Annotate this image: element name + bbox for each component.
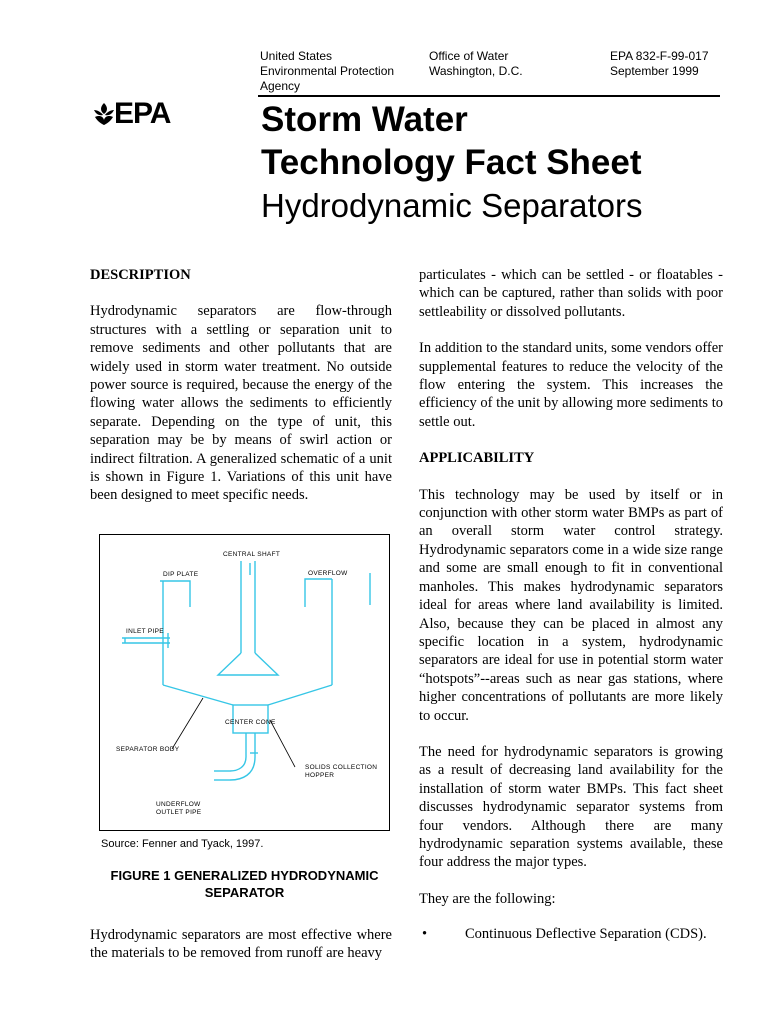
figure-caption-line-2: SEPARATOR: [204, 885, 285, 900]
label-underflow-2: OUTLET PIPE: [156, 809, 202, 816]
document-info: [610, 49, 709, 79]
supplemental-paragraph: In addition to the standard units, some vendors offer supplemental features to reduce the velocity of the flow entering the system. This increases the efficiency of the unit by allowing more sediments to settle out.: [419, 340, 723, 430]
left-column-bottom: [90, 926, 392, 963]
description-paragraph: Hydrodynamic separators are flow-through structures with a settling or separation unit to remove sediments and other pollutants that are widely used in storm water treatment. No outside power source is required, because the energy of the flowing water allows the sediments to efficiently separate. Depending on the type of unit, this separation may be by means of swirl action or indirect filtration. A generalized schematic of a unit is shown in Figure 1. Variations of this unit have been designed to meet specific needs.: [90, 303, 392, 504]
figure-caption: [99, 867, 390, 901]
agency-line-3: Agency: [260, 79, 301, 93]
agency-line-1: United States: [260, 49, 333, 63]
applicability-paragraph: This technology may be used by itself or in conjunction with other storm water BMPs as part of an overall storm water control strategy. Hydrodynamic separators come in a wide size range and some are small enough to fit in conventional manholes. This makes hydrodynamic separators ideal for areas where land availability is limited. Also, because they can be placed in almost any specific location in a system, hydrodynamic separators are ideal for use in potential storm water “hotspots”--areas such as near gas stations, where higher concentrations of pollutants are more likely to occur.: [419, 486, 723, 724]
following-paragraph: They are the following:: [419, 890, 556, 907]
label-inlet-pipe: INLET PIPE: [126, 628, 164, 635]
document-date: September 1999: [610, 64, 699, 78]
effectiveness-paragraph: Hydrodynamic separators are most effective where the materials to be removed from runoff are heavy: [90, 927, 392, 962]
label-separator-body: SEPARATOR BODY: [116, 746, 180, 753]
applicability-heading: APPLICABILITY: [419, 450, 535, 467]
bullet-item: Continuous Deflective Separation (CDS).: [465, 926, 707, 942]
office-line-2: Washington, D.C.: [429, 64, 523, 78]
title-line-2: Technology Fact Sheet: [261, 143, 642, 182]
office-info: [429, 49, 523, 79]
subtitle: Hydrodynamic Separators: [261, 187, 643, 224]
separator-schematic: [100, 535, 388, 829]
left-column-top: [90, 266, 392, 505]
label-underflow-1: UNDERFLOW: [156, 801, 201, 808]
epa-flower-icon: [92, 101, 116, 127]
label-overflow: OVERFLOW: [308, 570, 348, 577]
need-paragraph: The need for hydrodynamic separators is growing as a result of decreasing land availability for the installation of storm water BMPs. This fact sheet discusses hydrodynamic separator systems from four vendors. Although there are many hydrodynamic separation systems available, these four address the major types.: [419, 743, 723, 871]
epa-logo-text: EPA: [114, 97, 171, 130]
agency-name: [260, 49, 394, 94]
description-heading: DESCRIPTION: [90, 267, 191, 283]
document-number: EPA 832-F-99-017: [610, 49, 709, 63]
figure-caption-line-1: FIGURE 1 GENERALIZED HYDRODYNAMIC: [110, 868, 379, 883]
bullet-symbol: •: [422, 926, 428, 942]
epa-logo: [92, 99, 192, 135]
agency-line-2: Environmental Protection: [260, 64, 395, 78]
label-dip-plate: DIP PLATE: [163, 571, 199, 578]
right-column: [419, 266, 723, 908]
label-solids-hopper-1: SOLIDS COLLECTION: [305, 764, 378, 771]
label-center-cone: CENTER CONE: [225, 719, 276, 726]
header-rule: [258, 95, 720, 97]
label-central-shaft: CENTRAL SHAFT: [223, 551, 281, 558]
continuation-paragraph: particulates - which can be settled - or floatables - which can be captured, rather than solids with poor settleability or dissolved pollutants.: [419, 267, 723, 320]
title-line-1: Storm Water: [261, 100, 468, 139]
office-line-1: Office of Water: [429, 49, 509, 63]
figure-1: [99, 534, 390, 831]
figure-source: Source: Fenner and Tyack, 1997.: [101, 838, 264, 850]
label-solids-hopper-2: HOPPER: [305, 772, 335, 779]
